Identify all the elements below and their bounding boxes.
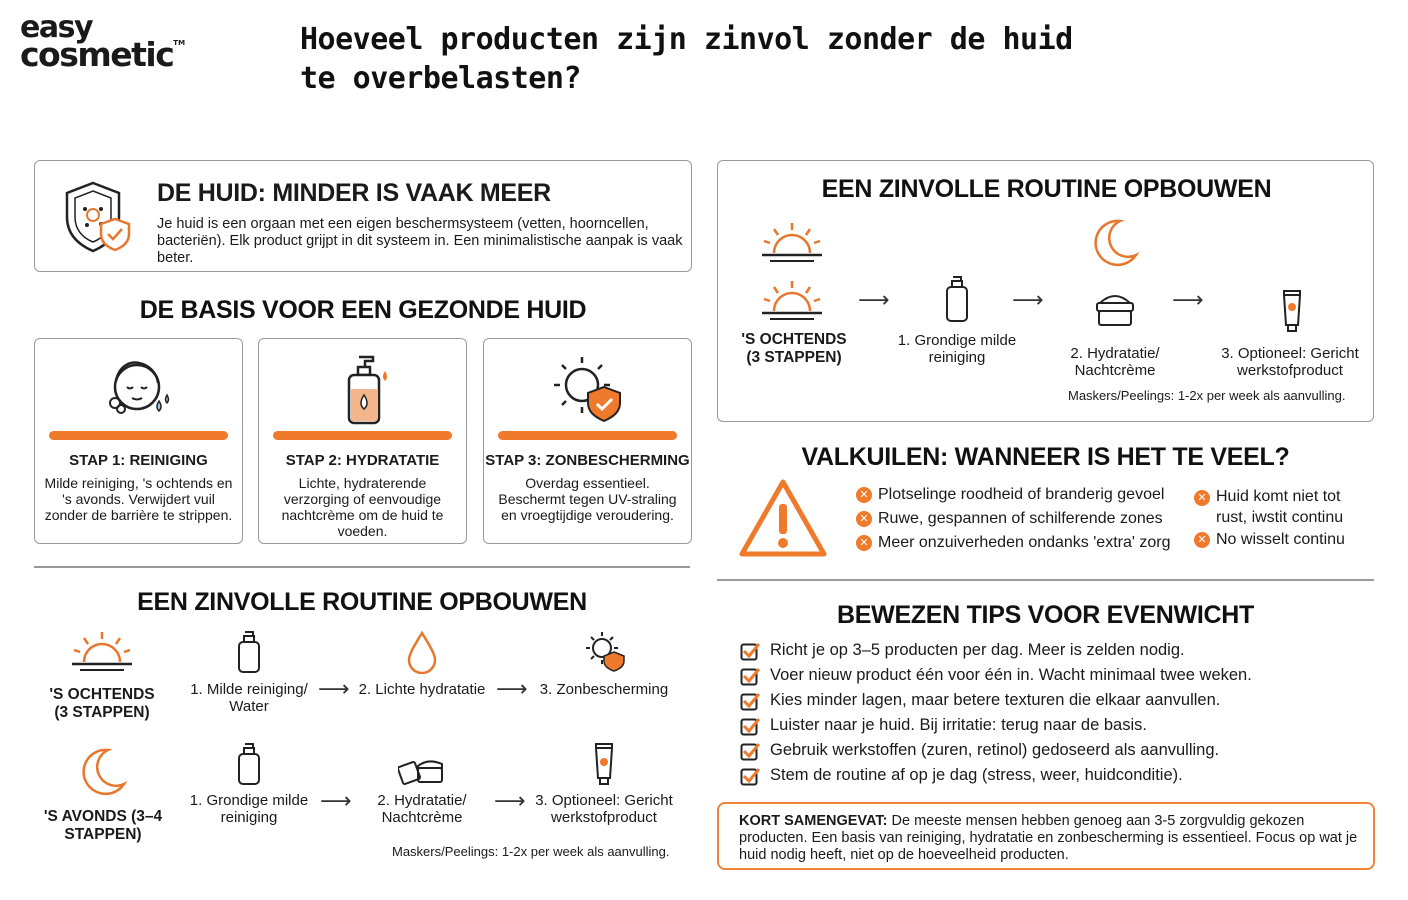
arrow-icon: ⟶ xyxy=(1012,287,1044,312)
tips-title: BEWEZEN TIPS VOOR EVENWICHT xyxy=(837,601,1254,629)
skin-box xyxy=(34,160,692,272)
page-title: Hoeveel producten zijn zinvol zonder de huid te overbelasten? xyxy=(300,22,1073,96)
pitfalls-title: VALKUILEN: WANNEER IS HET TE VEEL? xyxy=(801,443,1290,471)
pitfall-item: ✕ No wisselt continu xyxy=(1194,528,1370,552)
card-accent-bar xyxy=(498,431,677,440)
routine-step: 1. Grondige milde reiniging xyxy=(189,792,309,826)
checkbox-check-icon xyxy=(740,716,760,736)
basis-card xyxy=(258,338,467,544)
cream-jar-icon xyxy=(398,752,446,786)
routine-step: 3. Optioneel: Gericht werkstofproduct xyxy=(535,792,673,826)
routine-note: Maskers/Peelings: 1-2x per week als aanvulling. xyxy=(1068,388,1346,403)
section-divider xyxy=(34,566,690,568)
pitfall-item: ✕ Meer onzuiverheden ondanks 'extra' zorg xyxy=(856,531,1171,555)
droplet-icon xyxy=(406,630,438,674)
x-circle-icon: ✕ xyxy=(1194,532,1210,548)
moon-icon xyxy=(1090,217,1140,269)
pump-bottle-icon xyxy=(325,351,401,427)
arrow-icon: ⟶ xyxy=(496,676,528,701)
pitfall-item: ✕ Ruwe, gespannen of schilferende zones xyxy=(856,507,1171,531)
tip-item: Voer nieuw product één voor één in. Wacht minimaal twee weken. xyxy=(740,663,1252,688)
routine-step: 2. Hydratatie/ Nachtcrème xyxy=(1070,345,1160,379)
skin-box-text: Je huid is een orgaan met een eigen beschermsysteem (vetten, hoorncellen, bacteriën). Elk product grijpt in dit systeem in. Een minimalistische aanpak is vaak beter. xyxy=(157,216,683,266)
checkbox-check-icon xyxy=(740,766,760,786)
summary-body: De meeste mensen hebben genoeg aan 3-5 zorgvuldig gekozen producten. Een basis van reiniging, hydratatie en zonbescherming is essentieel. Focus op wat je huid nodig heeft, niet op de hoeveelheid producten. xyxy=(739,813,1358,863)
bottle-icon xyxy=(236,742,262,786)
tip-item: Richt je op 3–5 producten per dag. Meer is zelden nodig. xyxy=(740,638,1252,663)
section-divider xyxy=(717,579,1374,581)
bottle-icon xyxy=(944,275,970,323)
cream-jar-icon xyxy=(1094,289,1136,327)
routine-step: 3. Zonbescherming xyxy=(539,681,669,698)
sunrise-icon xyxy=(760,221,824,267)
arrow-icon: ⟶ xyxy=(318,676,350,701)
card-text: Overdag essentieel. Beschermt tegen UV-straling en vroegtijdige veroudering. xyxy=(498,475,677,523)
arrow-icon: ⟶ xyxy=(320,788,352,813)
routine-left-title: EEN ZINVOLLE ROUTINE OPBOUWEN xyxy=(137,588,587,616)
tube-icon xyxy=(1280,289,1304,333)
tube-icon xyxy=(592,742,616,786)
routine-right-title: EEN ZINVOLLE ROUTINE OPBOUWEN xyxy=(821,175,1272,203)
shield-skin-icon xyxy=(61,179,135,255)
pitfall-item: ✕ Huid komt niet tot rust, iwstit continu xyxy=(1194,486,1370,528)
tips-list xyxy=(740,638,1252,788)
face-washing-icon xyxy=(101,351,177,427)
summary-text xyxy=(739,813,1359,864)
basis-card xyxy=(483,338,692,544)
bottle-icon xyxy=(236,630,262,674)
checkbox-check-icon xyxy=(740,641,760,661)
checkbox-check-icon xyxy=(740,741,760,761)
checkbox-check-icon xyxy=(740,691,760,711)
arrow-icon: ⟶ xyxy=(858,287,890,312)
pitfalls-col2 xyxy=(1194,486,1370,552)
summary-label: KORT SAMENGEVAT: xyxy=(739,813,888,829)
x-circle-icon: ✕ xyxy=(856,535,872,551)
morning-label: 'S OCHTENDS (3 STAPPEN) xyxy=(741,331,847,366)
tip-item: Stem de routine af op je dag (stress, weer, huidconditie). xyxy=(740,763,1252,788)
brand-line2: cosmetic™ xyxy=(20,34,186,74)
sunrise-icon xyxy=(760,279,824,325)
card-text: Milde reiniging, 's ochtends en 's avonds. Verwijdert vuil zonder de barrière te strippen. xyxy=(44,475,233,523)
routine-step: 1. Milde reiniging/ Water xyxy=(190,681,308,715)
basis-card xyxy=(34,338,243,544)
card-accent-bar xyxy=(49,431,228,440)
morning-label: 'S OCHTENDS (3 STAPPEN) xyxy=(49,686,155,721)
brand-logo xyxy=(20,10,190,74)
tip-item: Kies minder lagen, maar betere texturen die elkaar aanvullen. xyxy=(740,688,1252,713)
summary-box xyxy=(717,802,1375,870)
sunrise-icon xyxy=(70,630,134,676)
pitfalls-col1 xyxy=(856,483,1171,555)
card-title: STAP 2: HYDRATATIE xyxy=(285,452,440,469)
card-title: STAP 1: REINIGING xyxy=(69,452,208,469)
x-circle-icon: ✕ xyxy=(856,511,872,527)
routine-step: 3. Optioneel: Gericht werkstofproduct xyxy=(1221,345,1359,379)
x-circle-icon: ✕ xyxy=(856,487,872,503)
sun-shield-icon xyxy=(550,351,626,427)
warning-triangle-icon xyxy=(738,478,828,558)
routine-step: 2. Hydratatie/ Nachtcrème xyxy=(377,792,467,826)
skin-box-title: DE HUID: MINDER IS VAAK MEER xyxy=(157,179,551,207)
card-accent-bar xyxy=(273,431,452,440)
arrow-icon: ⟶ xyxy=(494,788,526,813)
checkbox-check-icon xyxy=(740,666,760,686)
routine-step: 2. Lichte hydratatie xyxy=(358,681,486,698)
brand-line1: easy xyxy=(20,10,93,45)
evening-label: 'S AVONDS (3–4 STAPPEN) xyxy=(43,808,163,843)
tip-item: Luister naar je huid. Bij irritatie: terug naar de basis. xyxy=(740,713,1252,738)
x-circle-icon: ✕ xyxy=(1194,490,1210,506)
arrow-icon: ⟶ xyxy=(1172,287,1204,312)
routine-note: Maskers/Peelings: 1-2x per week als aanvulling. xyxy=(392,844,670,859)
tip-item: Gebruik werkstoffen (zuren, retinol) gedoseerd als aanvulling. xyxy=(740,738,1252,763)
card-text: Lichte, hydraterende verzorging of eenvoudige nachtcrème om de huid te voeden. xyxy=(281,475,444,539)
sun-shield-icon xyxy=(584,630,626,672)
routine-right-box xyxy=(717,160,1374,422)
card-title: STAP 3: ZONBESCHERMING xyxy=(485,452,690,469)
basis-title: DE BASIS VOOR EEN GEZONDE HUID xyxy=(139,296,587,324)
moon-icon xyxy=(78,746,128,798)
pitfall-item: ✕ Plotselinge roodheid of branderig gevoel xyxy=(856,483,1171,507)
routine-step: 1. Grondige milde reiniging xyxy=(897,332,1017,366)
